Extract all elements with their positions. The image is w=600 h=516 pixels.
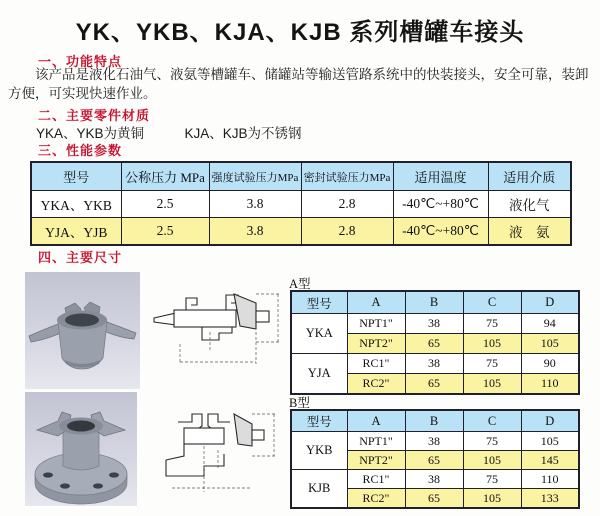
cell-b: 65 xyxy=(405,374,463,395)
cell-temperature: -40℃~+80℃ xyxy=(393,191,488,218)
cell-d: 110 xyxy=(521,470,579,489)
cell-model-ykb: YKB xyxy=(291,432,347,470)
col-header-nominal-pressure: 公称压力 MPa xyxy=(121,162,209,191)
dimension-drawing-a xyxy=(150,284,288,372)
performance-row-yja-yjb xyxy=(31,218,571,246)
col-header-seal-test-pressure: 密封试验压力MPa xyxy=(301,162,393,191)
col-header-temperature: 适用温度 xyxy=(393,162,488,191)
cell-thread: NPT1" xyxy=(347,432,405,451)
cell-model-yka: YKA xyxy=(291,314,347,354)
cell-b: 38 xyxy=(405,354,463,374)
materials-line: YKA、YKB为黄铜 KJA、KJB为不锈钢 xyxy=(36,126,302,141)
dim-table-b-label: B型 xyxy=(289,396,310,410)
cross-section-b xyxy=(156,400,284,498)
cell-thread: RC1" xyxy=(347,354,405,374)
col-header-c: C xyxy=(463,410,521,432)
dim-table-a-label: A型 xyxy=(289,277,311,291)
cell-nominal-pressure: 2.5 xyxy=(121,191,209,218)
cell-model: YJA、YJB xyxy=(31,218,121,246)
cross-section-a xyxy=(150,284,288,372)
col-header-b: B xyxy=(405,291,463,314)
cell-b: 65 xyxy=(405,489,463,509)
performance-header-row xyxy=(31,162,571,191)
cell-thread: RC2" xyxy=(347,489,405,509)
cell-d: 94 xyxy=(521,314,579,334)
dim-b-row-kjb-rc1 xyxy=(291,470,579,489)
cell-d: 110 xyxy=(521,374,579,395)
col-header-a: A xyxy=(347,291,405,314)
performance-row-yka-ykb xyxy=(31,191,571,218)
cell-d: 90 xyxy=(521,354,579,374)
flanged-coupling-image xyxy=(25,392,137,506)
col-header-d: D xyxy=(521,291,579,314)
cell-thread: NPT2" xyxy=(347,334,405,354)
cam-coupling-image xyxy=(25,272,140,389)
cell-b: 38 xyxy=(405,432,463,451)
dim-a-row-yka-npt1 xyxy=(291,314,579,334)
cell-thread: RC2" xyxy=(347,374,405,395)
cell-c: 105 xyxy=(463,489,521,509)
cell-seal-pressure: 2.8 xyxy=(301,218,393,246)
dim-b-header-row xyxy=(291,410,579,432)
features-paragraph: 该产品是液化石油气、液氨等槽罐车、储罐站等输送管路系统中的快装接头，安全可靠，装卸方便，可实现快速作业。 xyxy=(8,67,589,101)
cell-c: 75 xyxy=(463,354,521,374)
performance-table xyxy=(30,161,572,246)
dim-b-row-ykb-npt1 xyxy=(291,432,579,451)
cell-d: 133 xyxy=(521,489,579,509)
section-heading-materials: 二、主要零件材质 xyxy=(38,108,151,123)
col-header-model: 型号 xyxy=(291,410,347,432)
cell-c: 105 xyxy=(463,451,521,470)
cell-c: 75 xyxy=(463,432,521,451)
dim-a-header-row xyxy=(291,291,579,314)
page-title: YK、YKB、KJA、KJB 系列槽罐车接头 xyxy=(75,19,525,46)
cell-d: 105 xyxy=(521,334,579,354)
dim-table-b xyxy=(290,409,580,509)
cell-temperature: -40℃~+80℃ xyxy=(393,218,488,246)
cell-thread: NPT2" xyxy=(347,451,405,470)
section-heading-dimensions: 四、主要尺寸 xyxy=(38,250,123,265)
cell-d: 145 xyxy=(521,451,579,470)
cell-c: 75 xyxy=(463,314,521,334)
cell-model: YKA、YKB xyxy=(31,191,121,218)
col-header-c: C xyxy=(463,291,521,314)
cell-c: 105 xyxy=(463,374,521,395)
cell-b: 65 xyxy=(405,451,463,470)
col-header-b: B xyxy=(405,410,463,432)
dim-a-row-yja-rc1 xyxy=(291,354,579,374)
section-heading-features: 一、功能特点 xyxy=(38,54,123,69)
coupling-photo-b xyxy=(25,392,137,506)
cell-model-kjb: KJB xyxy=(291,470,347,509)
cell-c: 105 xyxy=(463,334,521,354)
cell-seal-pressure: 2.8 xyxy=(301,191,393,218)
cell-b: 38 xyxy=(405,314,463,334)
cell-c: 75 xyxy=(463,470,521,489)
cell-strength-pressure: 3.8 xyxy=(209,218,301,246)
cell-thread: RC1" xyxy=(347,470,405,489)
dimension-drawing-b xyxy=(156,400,284,498)
col-header-a: A xyxy=(347,410,405,432)
section-heading-performance: 三、性能参数 xyxy=(38,143,123,158)
dim-table-a xyxy=(290,290,580,395)
col-header-strength-test-pressure: 强度试验压力MPa xyxy=(209,162,301,191)
cell-b: 38 xyxy=(405,470,463,489)
cell-thread: NPT1" xyxy=(347,314,405,334)
cell-strength-pressure: 3.8 xyxy=(209,191,301,218)
col-header-d: D xyxy=(521,410,579,432)
col-header-medium: 适用介质 xyxy=(488,162,571,191)
cell-b: 65 xyxy=(405,334,463,354)
cell-nominal-pressure: 2.5 xyxy=(121,218,209,246)
col-header-model: 型号 xyxy=(291,291,347,314)
cell-medium: 液 氨 xyxy=(488,218,571,246)
cell-d: 105 xyxy=(521,432,579,451)
coupling-photo-a xyxy=(25,272,140,389)
cell-medium: 液化气 xyxy=(488,191,571,218)
cell-model-yja: YJA xyxy=(291,354,347,395)
col-header-model: 型号 xyxy=(31,162,121,191)
